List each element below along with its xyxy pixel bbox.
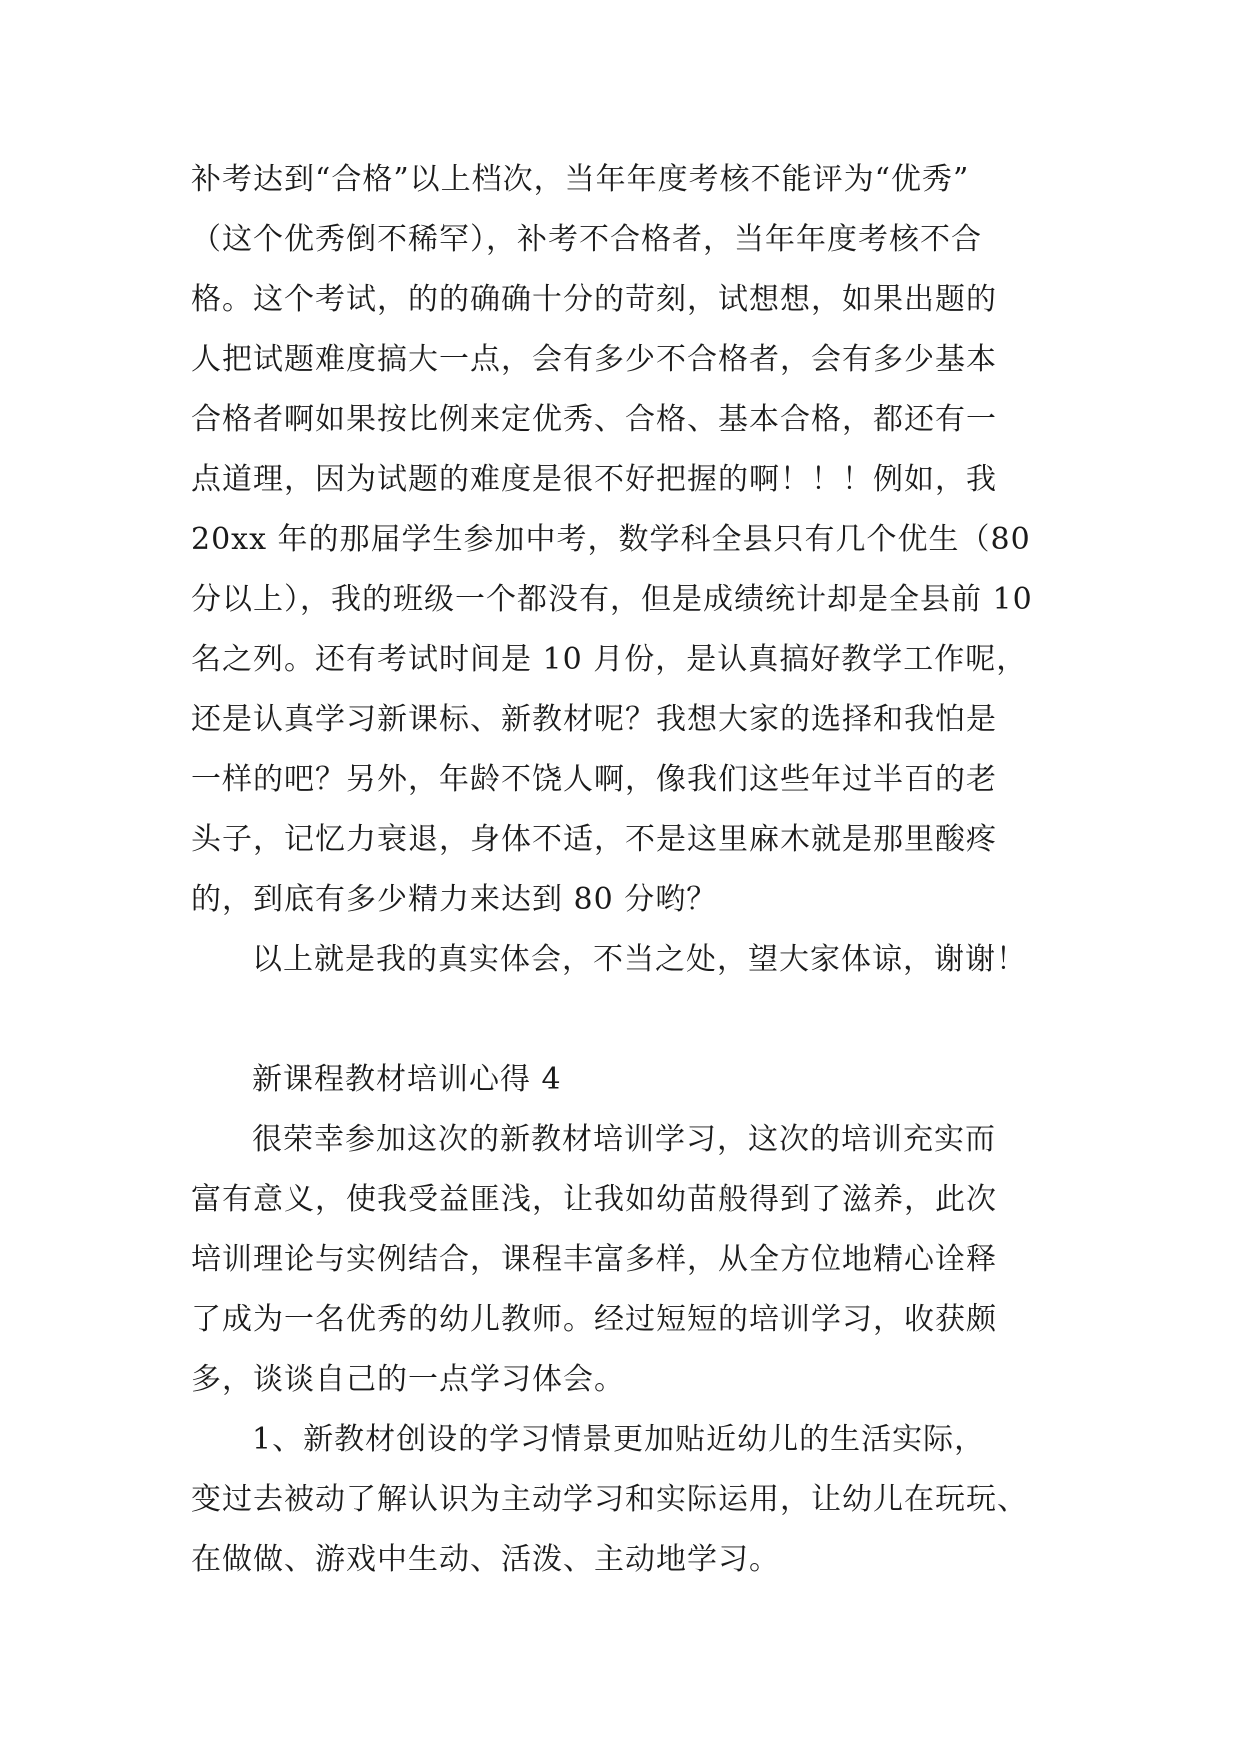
text-line: 的，到底有多少精力来达到 80 分哟？ [191, 882, 718, 917]
text-line: 合格者啊如果按比例来定优秀、合格、基本合格，都还有一 [191, 402, 997, 437]
text-line: 点道理，因为试题的难度是很不好把握的啊！！！例如，我 [191, 462, 997, 497]
text-line: 格。这个考试，的的确确十分的苛刻，试想想，如果出题的 [191, 282, 997, 317]
text-line: 富有意义，使我受益匪浅，让我如幼苗般得到了滋养，此次 [191, 1182, 997, 1217]
text-line: 变过去被动了解认识为主动学习和实际运用，让幼儿在玩玩、 [191, 1482, 1028, 1517]
text-line: 补考达到“合格”以上档次，当年年度考核不能评为“优秀” [191, 162, 970, 197]
text-line: 人把试题难度搞大一点，会有多少不合格者，会有多少基本 [191, 342, 997, 377]
text-line: 分以上），我的班级一个都没有，但是成绩统计却是全县前 10 [191, 582, 1033, 617]
text-line: 头子，记忆力衰退，身体不适，不是这里麻木就是那里酸疼 [191, 822, 997, 857]
text-line: 在做做、游戏中生动、活泼、主动地学习。 [191, 1542, 780, 1577]
text-line: （这个优秀倒不稀罕），补考不合格者，当年年度考核不合 [191, 222, 982, 257]
text-line: 培训理论与实例结合，课程丰富多样，从全方位地精心诠释 [191, 1242, 997, 1277]
closing-line: 以上就是我的真实体会，不当之处，望大家体谅，谢谢！ [252, 942, 1027, 977]
text-line: 1、新教材创设的学习情景更加贴近幼儿的生活实际， [252, 1422, 986, 1457]
text-line: 很荣幸参加这次的新教材培训学习，这次的培训充实而 [252, 1122, 996, 1157]
text-line: 20xx 年的那届学生参加中考，数学科全县只有几个优生（80 [191, 522, 1031, 557]
text-line: 了成为一名优秀的幼儿教师。经过短短的培训学习，收获颇 [191, 1302, 997, 1337]
section-heading: 新课程教材培训心得 4 [252, 1062, 562, 1097]
text-line: 多，谈谈自己的一点学习体会。 [191, 1362, 625, 1397]
text-line: 还是认真学习新课标、新教材呢？我想大家的选择和我怕是 [191, 702, 997, 737]
text-line: 名之列。还有考试时间是 10 月份，是认真搞好教学工作呢， [191, 642, 1028, 677]
text-line: 一样的吧？另外，年龄不饶人啊，像我们这些年过半百的老 [191, 762, 997, 797]
